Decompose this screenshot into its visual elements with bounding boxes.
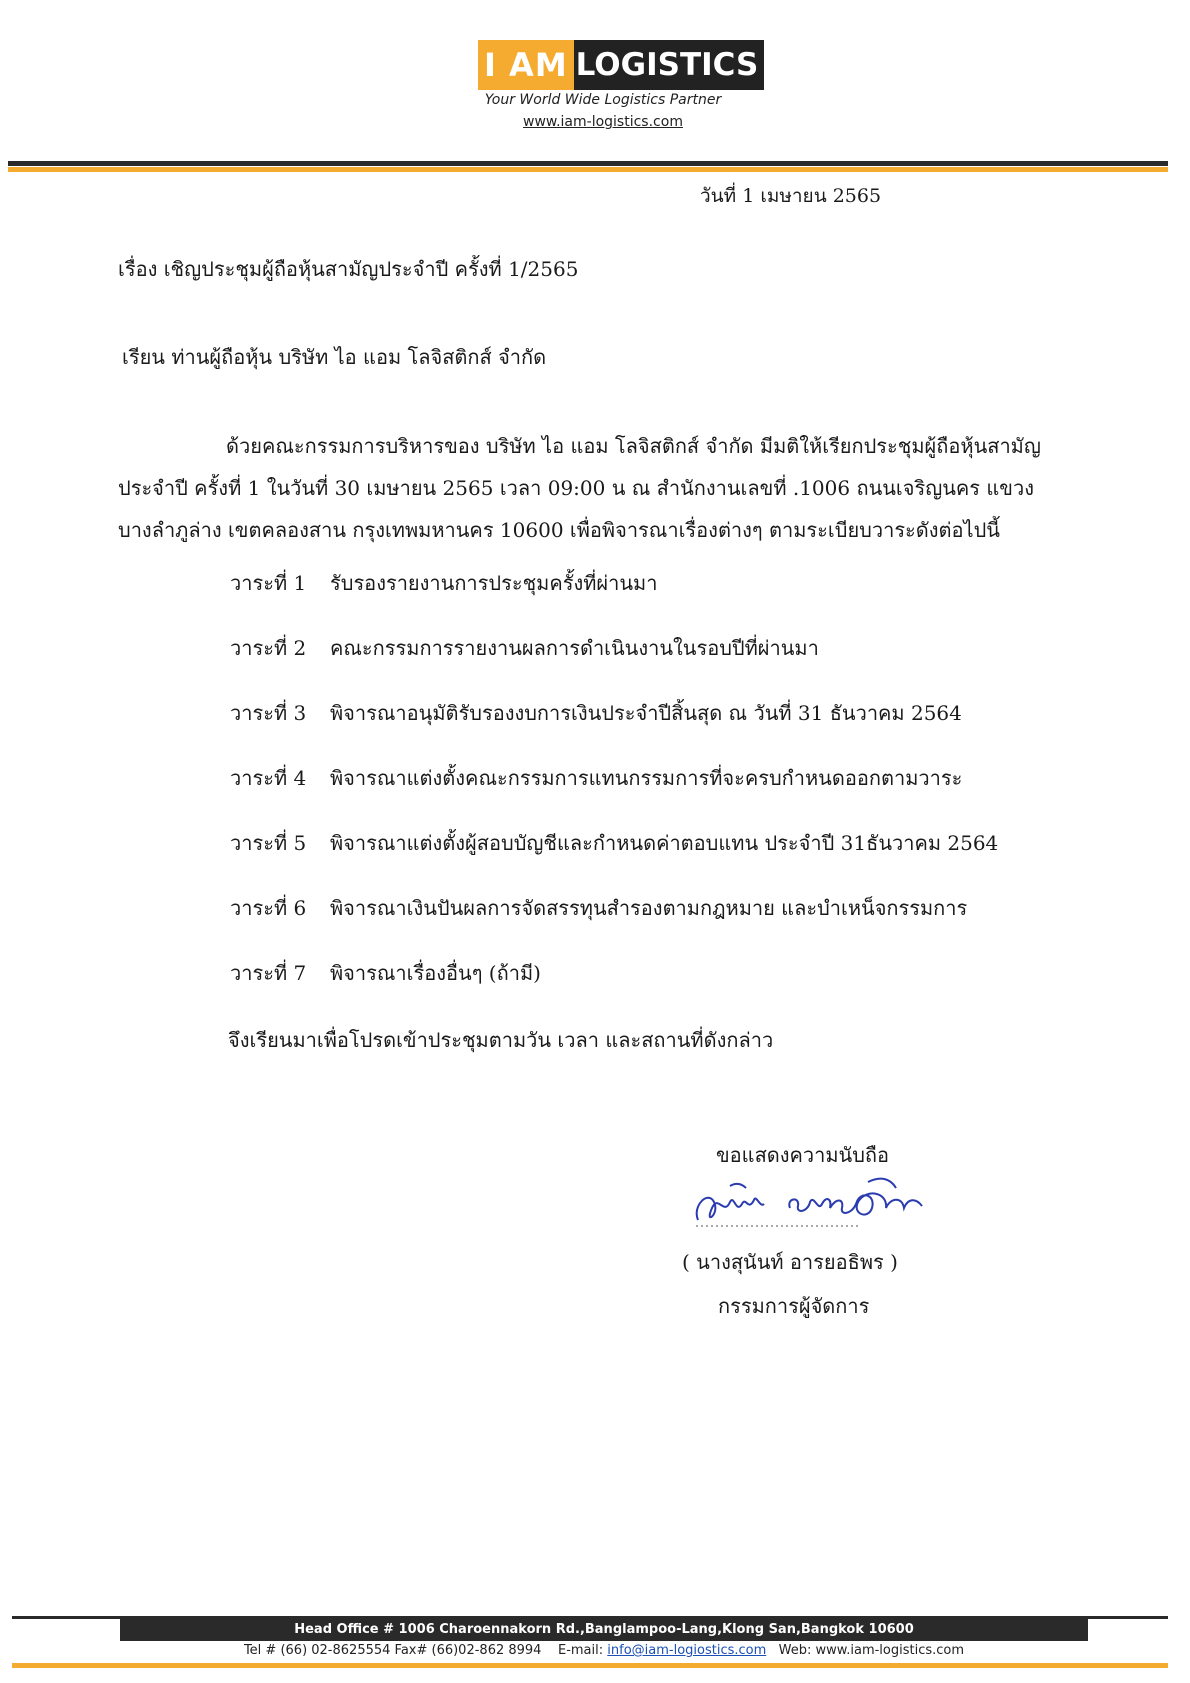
letter-date: วันที่ 1 เมษายน 2565 — [700, 185, 882, 207]
footer-rule-orange — [12, 1663, 1168, 1668]
agenda-text: รับรองรายงานการประชุมครั้งที่ผ่านมา — [330, 571, 658, 595]
agenda-text: พิจารณาอนุมัติรับรองงบการเงินประจำปีสิ้นสุด ณ วันที่ 31 ธันวาคม 2564 — [330, 701, 962, 725]
agenda-item — [230, 567, 657, 599]
letter-closing: จึงเรียนมาเพื่อโปรดเข้าประชุมตามวัน เวลา และสถานที่ดังกล่าว — [228, 1028, 774, 1052]
agenda-text: พิจารณาเรื่องอื่นๆ (ถ้ามี) — [330, 961, 541, 985]
letter-salutation: เรียน ท่านผู้ถือหุ้น บริษัท ไอ แอม โลจิสติกส์ จำกัด — [122, 345, 547, 369]
signer-name: ( นางสุนันท์ อารยอธิพร ) — [682, 1250, 898, 1274]
agenda-item — [230, 762, 962, 794]
company-website[interactable]: www.iam-logistics.com — [523, 114, 683, 130]
agenda-label: วาระที่ 6 — [230, 896, 307, 920]
logo-part-orange: I AM — [478, 40, 574, 90]
agenda-text: พิจารณาแต่งตั้งคณะกรรมการแทนกรรมการที่จะครบกำหนดออกตามวาระ — [330, 766, 963, 790]
agenda-text: คณะกรรมการรายงานผลการดำเนินงานในรอบปีที่ผ่านมา — [330, 636, 819, 660]
agenda-item — [230, 697, 962, 729]
footer-address: Head Office # 1006 Charoennakorn Rd.,Banglampoo-Lang,Klong San,Bangkok 10600 — [120, 1619, 1088, 1641]
agenda-item — [230, 827, 998, 859]
agenda-item — [230, 957, 541, 989]
company-tagline: Your World Wide Logistics Partner — [484, 92, 722, 108]
agenda-item — [230, 632, 819, 664]
agenda-label: วาระที่ 4 — [230, 766, 307, 790]
footer-tel-fax: Tel # (66) 02-8625554 Fax# (66)02-862 8994 — [243, 1643, 542, 1658]
letter-subject: เรื่อง เชิญประชุมผู้ถือหุ้นสามัญประจำปี ครั้งที่ 1/2565 — [118, 257, 579, 281]
agenda-text: พิจารณาเงินปันผลการจัดสรรทุนสำรองตามกฎหมาย และบำเหน็จกรรมการ — [330, 896, 968, 920]
agenda-label: วาระที่ 1 — [230, 571, 307, 595]
header-rule-orange — [8, 167, 1168, 172]
agenda-label: วาระที่ 3 — [230, 701, 307, 725]
letter-regards: ขอแสดงความนับถือ — [716, 1143, 890, 1167]
agenda-item — [230, 892, 967, 924]
signer-position: กรรมการผู้จัดการ — [718, 1294, 870, 1318]
company-logo — [478, 40, 764, 90]
logo-part-dark: LOGISTICS — [574, 40, 765, 90]
footer-contact — [120, 1643, 1088, 1658]
agenda-label: วาระที่ 7 — [230, 961, 307, 985]
agenda-text: พิจารณาแต่งตั้งผู้สอบบัญชีและกำหนดค่าตอบแทน ประจำปี 31ธันวาคม 2564 — [330, 831, 999, 855]
footer-email-label: E-mail: — [557, 1643, 604, 1658]
agenda-label: วาระที่ 5 — [230, 831, 307, 855]
header-rule-dark — [8, 161, 1168, 166]
letter-paragraph-text: ด้วยคณะกรรมการบริหารของ บริษัท ไอ แอม โลจิสติกส์ จำกัด มีมติให้เรียกประชุมผู้ถือหุ้นสามัญประจำปี ครั้งที่ 1 ในวันที่ 30 เมษายน 2565 เวลา 09:00 น ณ สำนักงานเลขที่ .1006 ถนนเจริญนคร แขวงบางลำภูล่าง เขตคลองสาน กรุงเทพมหานคร 10600 เพื่อพิจารณาเรื่องต่างๆ ตามระเบียบวาระดังต่อไปนี้ — [118, 434, 1041, 542]
footer-email-link[interactable]: info@iam-logiostics.com — [607, 1643, 767, 1658]
agenda-label: วาระที่ 2 — [230, 636, 307, 660]
letter-paragraph — [118, 425, 1088, 551]
handwritten-signature — [690, 1168, 980, 1238]
footer-web: Web: www.iam-logistics.com — [778, 1643, 965, 1658]
